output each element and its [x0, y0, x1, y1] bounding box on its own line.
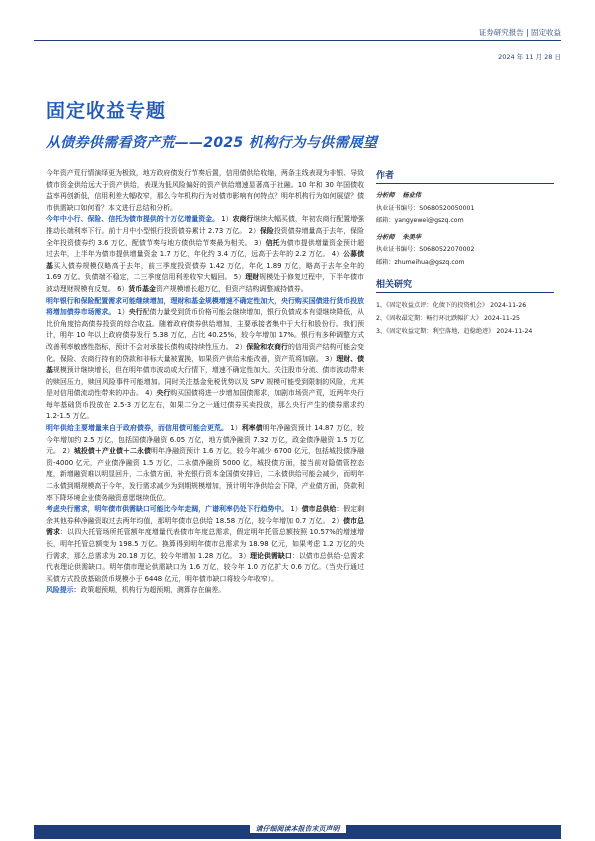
footer-disclaimer: 请仔细阅读本报告末页声明	[0, 824, 595, 834]
section-heading: 今年中小行、保险、信托为债市提供的十万亿增量资金。	[46, 215, 219, 224]
analyst-2-license: 执业证书编号：S0680522070002	[376, 246, 475, 253]
section-demand-outlook: 明年银行和保险配置需求可能继续增加，理财和基金规模增速不确定性加大，央行购买国债进行货币投放将增加债券市场需求。 1）央行配债力量受到货币价格可能会继续增加，银行负债成本有望继续降低，从比价角度拾高债券投资的综合收益。随着政府债券供给增加，主要承接者集中于大行和股份行。我们预计，明年 10 年以上政府债券发行 5.38 万亿，占比 40.25%，较今年增加 17%。银行有多种调整方式改善利率敏感性指标，预计不会对承接长债构成持续性压力。 2）保险和农商行的信用资产结构可能会变化。保险、农商行持有的贷款和非标大量被置换，如果资产供给未能改善，资产荒将加剧。 3）理财、债基规模预计继续增长，但在明年债市波动或大行情下，增速不确定性加大。关注股市分流、债市波动带来的赎回压力，赎回风险事件可能增加。同时关注基金免税优势以及 SPV 规模可能受到限制的风险，尤其是对信用债流动性带来的冲击。 4）央行购买国债将进一步增加国债需求，加剧市场资产荒，近两年央行每年基础货币投放在 2.5-3 万亿左右，如果二分之一通过债券买卖投放，那么央行产生的债券需求约 1.2-1.5 万亿。	[46, 296, 365, 421]
risk-text: 政策超预期，机构行为超预期，测算存在偏差。	[80, 586, 226, 595]
related-item[interactable]: 3、《固定收益定期：利空落地，趋稳绝迹》 2024-11-24	[376, 328, 533, 335]
section-supply-outlook: 明年供给主要增量来自于政府债券，而信用债可能会更荒。 1）利率债明年净融资预计 14.87 万亿，较今年增加约 2.5 万亿，包括国债净融资 6.05 万亿，地方债净融资 7.32 万亿，政金债净融资 1.5 万亿元。 2）城投债＋产业债＋二永债明年净融资预计 1.6 万亿，较今年减少 6700 亿元，包括城投债净融资-4000 亿元，产业债净融资 1.5 万亿，二永债净融资 5000 亿，城投债方面，接当前对隐债管控态度，新增融资难以明显回升，二永债方面，补充银行资本金国债安排后，二永债供给可能会减少，而明年二永债到期规模高于今年，发行需求减少为到期规模增加，预计明年净供给会下降，产业债方面，贷款利率下降环境企业债务融资意愿继续低位。	[46, 424, 365, 502]
section-supply-demand-gap: 考虑央行需求，明年债市供需缺口可能比今年走阔，广谱利率仍处下行趋势中。 1）债市总供给：假定剩余其他券种净融资取过去两年均值，那明年债市总供给 18.58 万亿，较今年增加 0.7 万亿。 2）债市总需求：以四大托管场所托管额年度增量代表债市年度总需求，假定明年托管总额按照 10.57%的增速增长，明年托管总额变为 198.5 万亿。换算得到明年债市总需求为 18.98 亿元，如果考虑 1.2 万亿的央行需求，那么总需求为 20.18 万亿，较今年增加 1.28 万亿。 3）理论供需缺口：以债市总供给-总需求代表理论供需缺口。明年债市理论供需缺口为 1.6 万亿，较今年 1.0 万亿扩大 0.6 万亿。（当央行通过买债方式投放基础货币规模小于 6448 亿元，明年债市缺口将较今年收窄）。	[46, 505, 365, 583]
analyst-2-email[interactable]: 邮箱：zhumeihua@gszq.com	[376, 258, 465, 266]
section-heading: 明年银行和保险配置需求可能继续增加，理财和基金规模增速不确定性加大，央行购买国债进行货币投放将增加债券市场需求。	[46, 296, 364, 317]
intro-paragraph: 今年资产荒行情演绎更为极致，地方政府债发行节奏后置，信用债供给收缩，两条主线表现为非银、导致债市资金供给远大于资产供给，表现为低风险偏好的资产供给增速显著高于社融。10 年和 30 年国债收益率再创新低，信用利差大幅收窄，那么今年机构行为对债市影响有何特点？明年机构行为如何展望？债市供需缺口如何看？本文进行总结和分析。	[46, 169, 364, 212]
related-item[interactable]: 1、《固定收益点评：化债下的投资机会》 2024-11-26	[376, 302, 527, 309]
related-research-heading: 相关研究	[376, 277, 554, 293]
related-item[interactable]: 2、《固收最定期：畅行环比跌幅扩大》 2024-11-25	[376, 315, 520, 322]
section-institutions-2024: 今年中小行、保险、信托为债市提供的十万亿增量资金。 1）农商行继续大幅买债，年初农商行配置增强推动长端利率下行。前十月中小型银行投资债券累计 2.73 万亿。 2）保险投资债券增量高于去年，保险全年投资债券约 3.6 万亿，配债节奏与地方债供给节奏最为相关。 3）信托为债市提供增量资金预计超过去年，上半年为债市提供增量资金 1.7 万亿，年化约 3.4 万亿，远高于去年的 2.2 万亿。 4）公募债基买入债券规模仅略高于去年，前三季度投资债券 1.42 万亿，年化 1.89 万亿，略高于去年全年的 1.69 万亿。负债端不稳定，二三季度信用利差收窄大幅回。 5）理财规模处于修复过程中，下半年债市波动理财规模有反复。 6）货币基金资产规模增长超万亿，但资产结构调整减持债券。	[46, 215, 365, 293]
analyst-1-email[interactable]: 邮箱：yangyewei@gszq.com	[376, 217, 464, 224]
report-title: 固定收益专题	[46, 100, 167, 122]
report-subtitle: 从债券供需看资产荒——2025 机构行为与供需展望	[46, 135, 378, 151]
report-type-label: 证券研究报告 | 固定收益	[478, 28, 561, 37]
analyst-1-license: 执业证书编号：S0680520050001	[376, 204, 475, 212]
analyst-1: 分析师 杨业伟	[376, 192, 421, 199]
analyst-2: 分析师 朱美华	[376, 233, 421, 241]
header-divider	[34, 40, 561, 41]
authors-heading: 作者	[376, 168, 554, 184]
section-heading: 明年供给主要增量来自于政府债券，而信用债可能会更荒。	[46, 424, 228, 433]
section-heading: 考虑央行需求，明年债市供需缺口可能比今年走阔，广谱利率仍处下行趋势中。	[46, 505, 289, 514]
report-date: 2024 年 11 月 28 日	[498, 53, 561, 61]
risk-warning	[46, 585, 364, 597]
risk-label: 风险提示：	[46, 586, 81, 595]
sidebar	[376, 168, 554, 338]
report-body	[46, 168, 364, 597]
